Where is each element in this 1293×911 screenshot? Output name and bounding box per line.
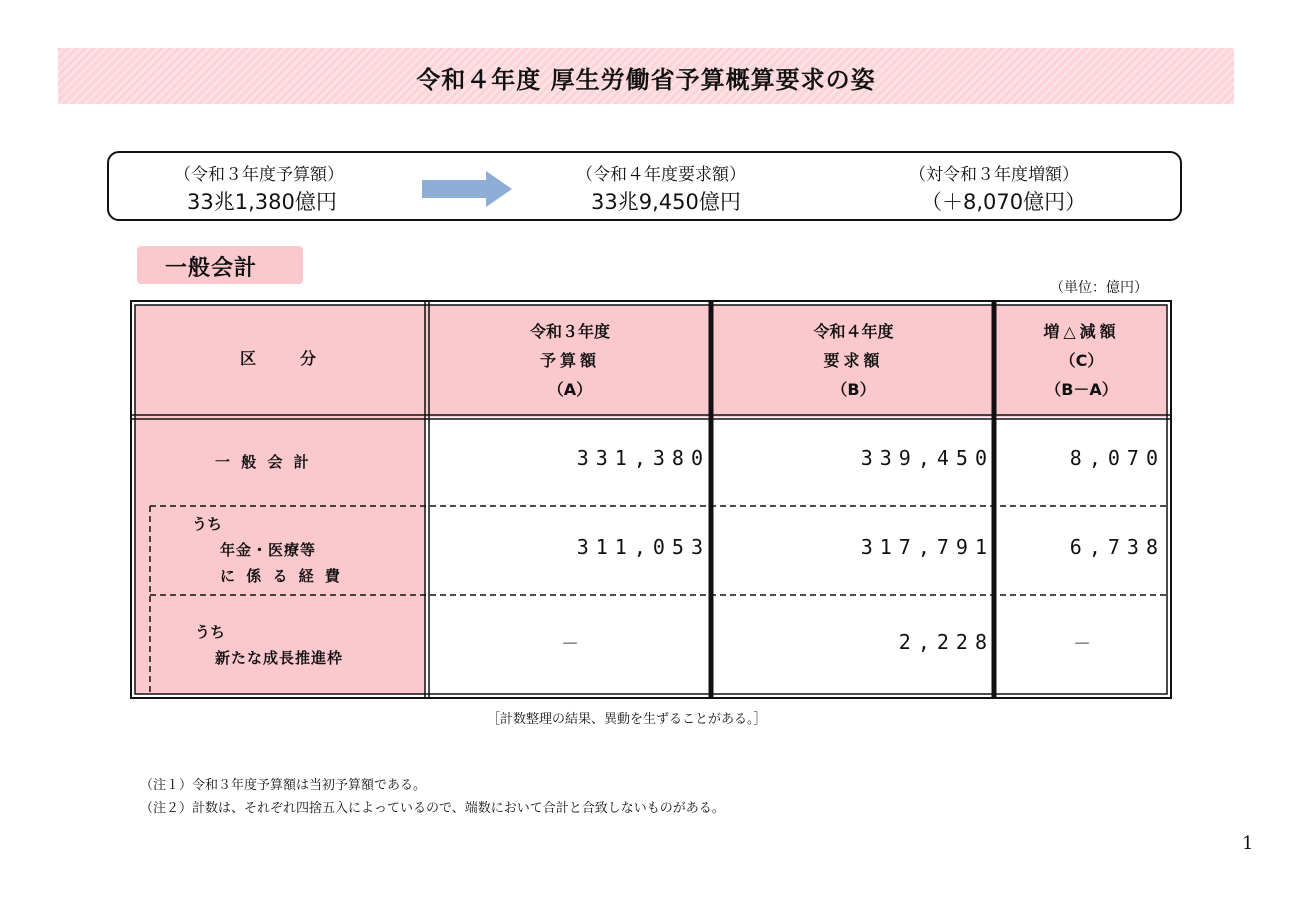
header-request: 令和４年度 要求額 （B）	[813, 322, 894, 399]
cell-diff-growth: －	[1073, 634, 1091, 655]
row-label-of-which: うち	[192, 515, 223, 533]
row-label-growth-frame: 新たな成長推進枠	[215, 649, 344, 667]
budget-summary-box	[107, 151, 1182, 221]
request-label: （令和４年度要求額）	[576, 165, 746, 185]
right-arrow-icon	[422, 171, 512, 207]
request-value: 33兆9,450億円	[591, 190, 741, 214]
increase-value: （＋8,070億円）	[921, 190, 1087, 214]
cell-prev-pension: 311,053	[576, 535, 710, 559]
page-title: 令和４年度 厚生労働省予算概算要求の姿	[416, 66, 876, 94]
prev-budget-label: （令和３年度予算額）	[174, 165, 344, 185]
note-1: （注１）令和３年度予算額は当初予算額である。	[140, 778, 427, 793]
header-prev-budget: 令和３年度 予算額 （A）	[529, 322, 610, 399]
increase-label: （対令和３年度増額）	[909, 165, 1079, 185]
row-label-of-which-2: うち	[195, 623, 226, 641]
header-category: 区 分	[239, 349, 320, 368]
row-label-general-account: 一 般 会 計	[215, 453, 312, 471]
prev-budget-value: 33兆1,380億円	[187, 190, 337, 214]
note-2: （注２）計数は、それぞれ四捨五入によっているので、端数において合計と合致しないものがある。	[140, 801, 725, 816]
header-difference: 増△減額 （C） （B－A）	[1043, 322, 1120, 399]
cell-prev-general: 331,380	[576, 446, 710, 470]
row-label-expenses: に 係 る 経 費	[220, 567, 343, 585]
title-band	[58, 48, 1234, 104]
cell-diff-pension: 6,738	[1069, 535, 1165, 559]
cell-req-general: 339,450	[860, 446, 994, 470]
cell-prev-growth: －	[561, 634, 579, 655]
cell-diff-general: 8,070	[1069, 446, 1165, 470]
unit-label: （単位：億円）	[1050, 280, 1148, 296]
budget-table	[130, 300, 1172, 699]
section-label: 一般会計	[165, 256, 258, 281]
page-number: 1	[1242, 833, 1254, 854]
cell-req-pension: 317,791	[860, 535, 994, 559]
section-badge	[137, 246, 303, 284]
table-footnote: ［計数整理の結果、異動を生ずることがある。］	[487, 712, 767, 727]
row-label-pension-medical: 年金・医療等	[220, 541, 317, 559]
cell-req-growth: 2,228	[898, 630, 994, 654]
